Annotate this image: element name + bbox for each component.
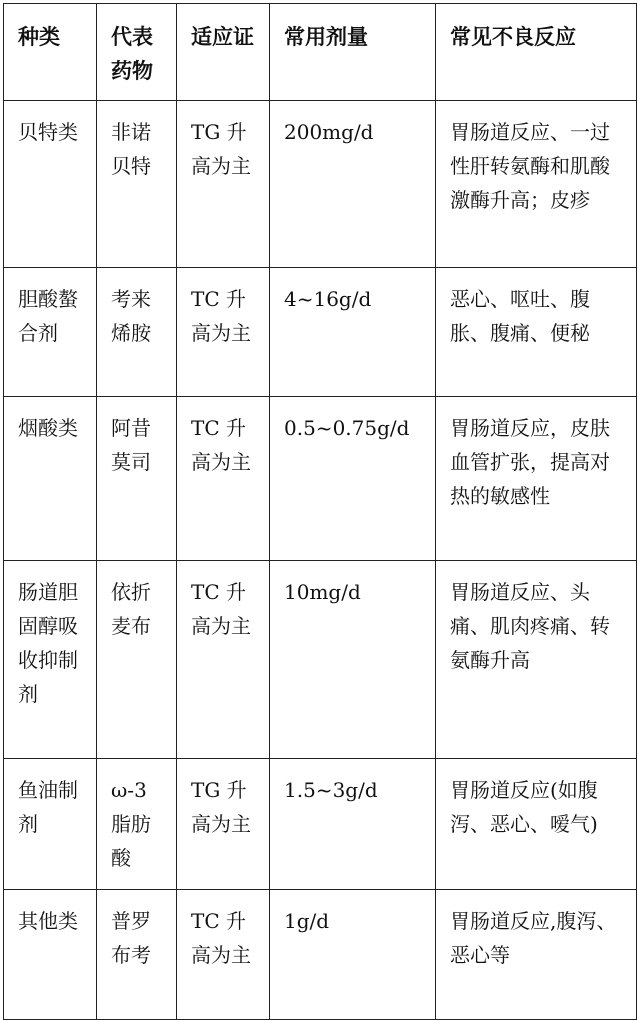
- cell-dose: 1g/d: [270, 890, 436, 1020]
- header-category: 种类: [4, 4, 97, 101]
- cell-indication: TC 升高为主: [177, 268, 270, 397]
- table-row: [4, 397, 637, 561]
- cell-drug: 阿昔莫司: [97, 397, 177, 561]
- cell-indication: TC 升高为主: [177, 397, 270, 561]
- cell-drug: 普罗布考: [97, 890, 177, 1020]
- cell-adverse: 胃肠道反应(如腹泻、恶心、嗳气): [436, 759, 637, 890]
- cell-dose: 0.5~0.75g/d: [270, 397, 436, 561]
- table-row: [4, 759, 637, 890]
- cell-indication: TC 升高为主: [177, 561, 270, 759]
- cell-adverse: 胃肠道反应、头痛、肌肉疼痛、转氨酶升高: [436, 561, 637, 759]
- cell-adverse: 胃肠道反应，皮肤血管扩张，提高对热的敏感性: [436, 397, 637, 561]
- cell-drug: 非诺贝特: [97, 101, 177, 268]
- cell-dose: 4~16g/d: [270, 268, 436, 397]
- cell-adverse: 胃肠道反应,腹泻、恶心等: [436, 890, 637, 1020]
- cell-indication: TG 升高为主: [177, 101, 270, 268]
- cell-dose: 1.5~3g/d: [270, 759, 436, 890]
- drug-table: [3, 3, 637, 1020]
- cell-category: 胆酸螯合剂: [4, 268, 97, 397]
- header-drug: 代表药物: [97, 4, 177, 101]
- cell-drug: ω-3 脂肪酸: [97, 759, 177, 890]
- cell-drug: 依折麦布: [97, 561, 177, 759]
- header-dose: 常用剂量: [270, 4, 436, 101]
- table-row: [4, 268, 637, 397]
- table-row: [4, 101, 637, 268]
- cell-category: 鱼油制剂: [4, 759, 97, 890]
- cell-drug: 考来烯胺: [97, 268, 177, 397]
- cell-category: 贝特类: [4, 101, 97, 268]
- table-row: [4, 561, 637, 759]
- cell-adverse: 胃肠道反应、一过性肝转氨酶和肌酸激酶升高；皮疹: [436, 101, 637, 268]
- cell-dose: 10mg/d: [270, 561, 436, 759]
- header-adverse: 常见不良反应: [436, 4, 637, 101]
- cell-adverse: 恶心、呕吐、腹胀、腹痛、便秘: [436, 268, 637, 397]
- cell-category: 烟酸类: [4, 397, 97, 561]
- table-header-row: [4, 4, 637, 101]
- cell-category: 其他类: [4, 890, 97, 1020]
- header-indication: 适应证: [177, 4, 270, 101]
- cell-category: 肠道胆固醇吸收抑制剂: [4, 561, 97, 759]
- cell-indication: TG 升高为主: [177, 759, 270, 890]
- cell-dose: 200mg/d: [270, 101, 436, 268]
- table-row: [4, 890, 637, 1020]
- cell-indication: TC 升高为主: [177, 890, 270, 1020]
